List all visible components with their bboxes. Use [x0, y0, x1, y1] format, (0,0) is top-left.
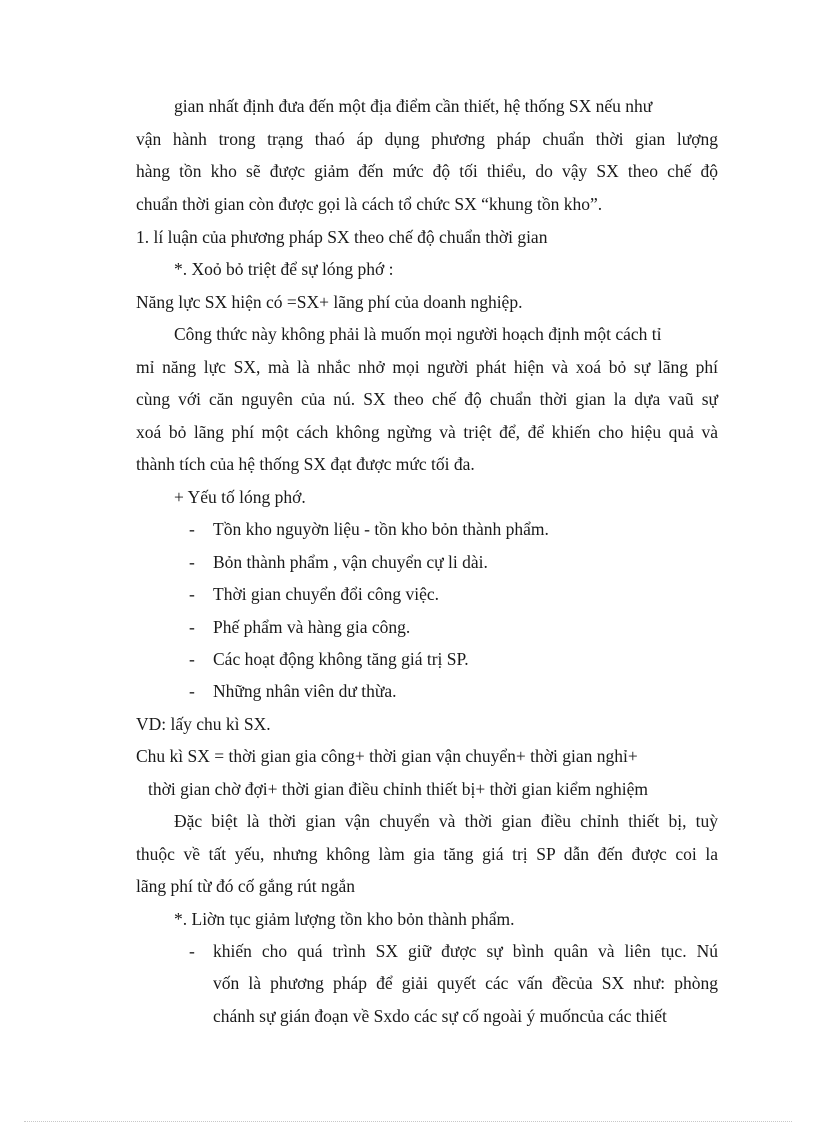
section-heading: 1. lí luận của phương pháp SX theo chế độ chuẩn thời gian	[136, 227, 548, 247]
bullet-dash: -	[189, 681, 195, 701]
factor-item: Phế phẩm và hàng gia công.	[213, 617, 411, 637]
page-bottom-rule	[24, 1121, 792, 1122]
p1-line-4: chuẩn thời gian còn được gọi là cách tổ chức SX “khung tồn kho”.	[136, 194, 603, 214]
p3-line-1: Đặc biệt là thời gian vận chuyển và thời gian điều chỉnh thiết bị, tuỳ	[174, 811, 718, 831]
p2-line-5: thành tích của hệ thống SX đạt được mức tối đa.	[136, 454, 475, 474]
p2-line-1: Công thức này không phải là muốn mọi người hoạch định một cách tỉ	[174, 324, 662, 344]
last-item-line-2: vốn là phương pháp để giải quyết các vấn đềcủa SX như: phòng	[213, 973, 718, 993]
last-item-line-1: khiến cho quá trình SX giữ được sự bình quân và liên tục. Nú	[213, 941, 718, 961]
formula-line: Năng lực SX hiện có =SX+ lãng phí của doanh nghiệp.	[136, 292, 523, 312]
cycle-formula-line-1: Chu kì SX = thời gian gia công+ thời gian vận chuyển+ thời gian nghỉ+	[136, 746, 638, 766]
p2-line-3: cùng với căn nguyên của nú. SX theo chế độ chuẩn thời gian la dựa vaũ sự	[136, 389, 718, 409]
bullet-dash: -	[189, 519, 195, 539]
p1-line-2: vận hành trong trạng thaó áp dụng phương pháp chuẩn thời gian lượng	[136, 129, 718, 149]
factor-item: Thời gian chuyển đổi công việc.	[213, 584, 439, 604]
bullet-dash: -	[189, 649, 195, 669]
p1-line-1: gian nhất định đưa đến một địa điểm cần thiết, hệ thống SX nếu như	[174, 96, 653, 116]
p1-line-3: hàng tồn kho sẽ được giảm đến mức độ tối thiểu, do vậy SX theo chế độ	[136, 161, 718, 181]
factors-title: + Yếu tố lóng phớ.	[174, 487, 306, 507]
factor-item: Những nhân viên dư thừa.	[213, 681, 397, 701]
p3-line-2: thuộc về tất yếu, nhưng không làm gia tăng giá trị SP dẫn đến được coi la	[136, 844, 718, 864]
bullet-dash: -	[189, 584, 195, 604]
factor-item: Tồn kho nguyờn liệu - tồn kho bỏn thành phẩm.	[213, 519, 549, 539]
p3-line-3: lãng phí từ đó cố gắng rút ngắn	[136, 876, 355, 896]
subheading-2: *. Liờn tục giảm lượng tồn kho bỏn thành phẩm.	[174, 909, 515, 929]
cycle-formula-line-2: thời gian chờ đợi+ thời gian điều chỉnh thiết bị+ thời gian kiểm nghiệm	[148, 779, 649, 799]
example-line: VD: lấy chu kì SX.	[136, 714, 271, 734]
p2-line-2: mỉ năng lực SX, mà là nhắc nhở mọi người phát hiện và xoá bỏ sự lãng phí	[136, 357, 718, 377]
factor-item: Các hoạt động không tăng giá trị SP.	[213, 649, 469, 669]
p2-line-4: xoá bỏ lãng phí một cách không ngừng và triệt để, để khiến cho hiệu quả và	[136, 422, 718, 442]
bullet-dash: -	[189, 617, 195, 637]
last-item-line-3: chánh sự gián đoạn về Sxdo các sự cố ngoài ý muốncủa các thiết	[213, 1006, 667, 1026]
bullet-dash: -	[189, 552, 195, 572]
bullet-dash: -	[189, 941, 195, 961]
subheading-1: *. Xoỏ bỏ triệt để sự lóng phớ :	[174, 259, 394, 279]
factor-item: Bỏn thành phẩm , vận chuyển cự li dài.	[213, 552, 488, 572]
